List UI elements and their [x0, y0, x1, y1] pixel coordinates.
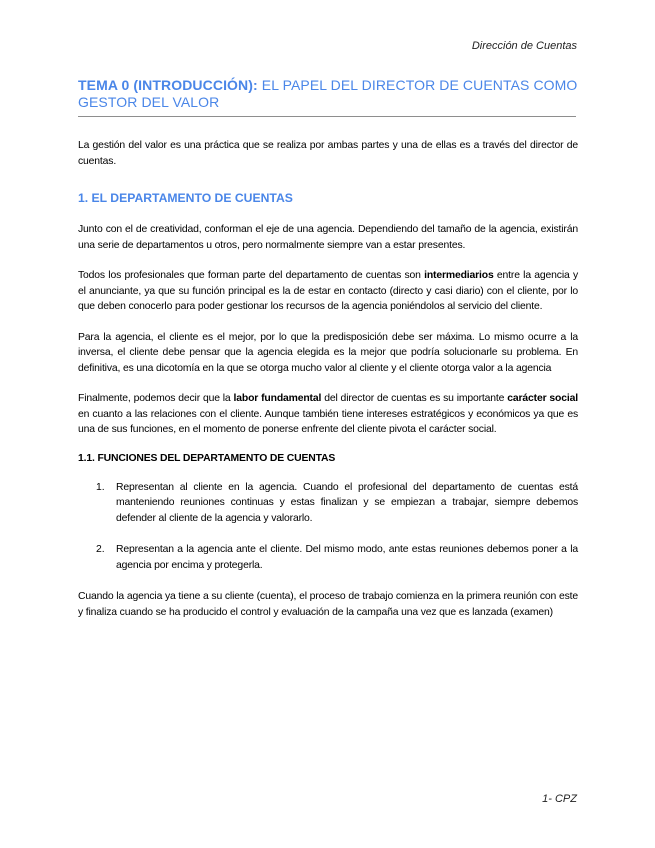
closing-paragraph: Cuando la agencia ya tiene a su cliente (cuenta), el proceso de trabajo comienza en la primera reunión con este y finaliza cuando se ha producido el control y evaluación de la campaña una vez que es lanzada (examen) [78, 591, 578, 618]
list-item [78, 542, 578, 573]
text-run: Finalmente, podemos decir que la [78, 393, 234, 404]
bold-term-intermediarios: intermediarios [424, 270, 494, 281]
paragraph-agency-axis: Junto con el de creatividad, conforman el eje de una agencia. Dependiendo del tamaño de la agencia, existirán una serie de departamentos u otros, pero normalmente siempre van a estar presentes. [78, 224, 578, 251]
page-footer: 1- CPZ [542, 793, 577, 805]
paragraph-client-value: Para la agencia, el cliente es el mejor, por lo que la predisposición debe ser máxima. Lo mismo ocurre a la inversa, el cliente debe pensar que la agencia elegida es la mejor que podría solucionarle su problema. En definitiva, es una dicotomía en la que se otorga mucho valor al cliente y el cliente otorga valor a la agencia [78, 331, 578, 374]
list-item-text: Representan a la agencia ante el cliente. Del mismo modo, ante estas reuniones debemos poner a la agencia por encima y protegerla. [116, 544, 578, 571]
list-item-number: 2. [96, 544, 105, 555]
list-item-text: Representan al cliente en la agencia. Cuando el profesional del departamento de cuentas está manteniendo reuniones continuas y estas finalizan y se empiezan a trabajar, siempre debemos defender al cliente de la agencia y valorarlo. [116, 481, 578, 524]
running-header: Dirección de Cuentas [471, 40, 577, 52]
intro-paragraph: La gestión del valor es una práctica que se realiza por ambas partes y una de ellas es a través del director de cuentas. [78, 140, 578, 167]
functions-list [78, 480, 578, 574]
document-title [78, 77, 578, 111]
list-item-number: 1. [96, 481, 105, 493]
text-run: en cuanto a las relaciones con el cliente. Aunque también tiene intereses estratégicos y económicos ya que es una de sus funciones, en el momento de ponerse enfrente del cliente pivota el carácter social. [78, 408, 578, 435]
subsection-heading: 1.1. FUNCIONES DEL DEPARTAMENTO DE CUENTAS [78, 452, 336, 464]
title-text: EL PAPEL DEL DIRECTOR DE CUENTAS COMO GESTOR DEL VALOR [78, 77, 578, 110]
text-run: del director de cuentas es su importante [321, 393, 508, 404]
document-body [78, 138, 578, 620]
title-divider [78, 116, 576, 117]
list-item [78, 480, 578, 527]
bold-term-caracter: carácter social [507, 393, 578, 404]
text-run: entre la agencia y el anunciante, ya que su función principal es la de estar en contacto (directo y casi diario) con el cliente, por lo que deben conocerlo para poder gestionar los recursos de la agencia poniéndolos al servicio del cliente. [78, 270, 579, 312]
paragraph-intermediaries [78, 268, 578, 315]
paragraph-social-character [78, 391, 578, 438]
title-topic-label: TEMA 0 (INTRODUCCIÓN): [78, 77, 258, 93]
text-run: Todos los profesionales que forman parte del departamento de cuentas son [78, 270, 425, 281]
bold-term-labor: labor fundamental [233, 393, 322, 404]
section-heading: 1. EL DEPARTAMENTO DE CUENTAS [78, 191, 293, 205]
